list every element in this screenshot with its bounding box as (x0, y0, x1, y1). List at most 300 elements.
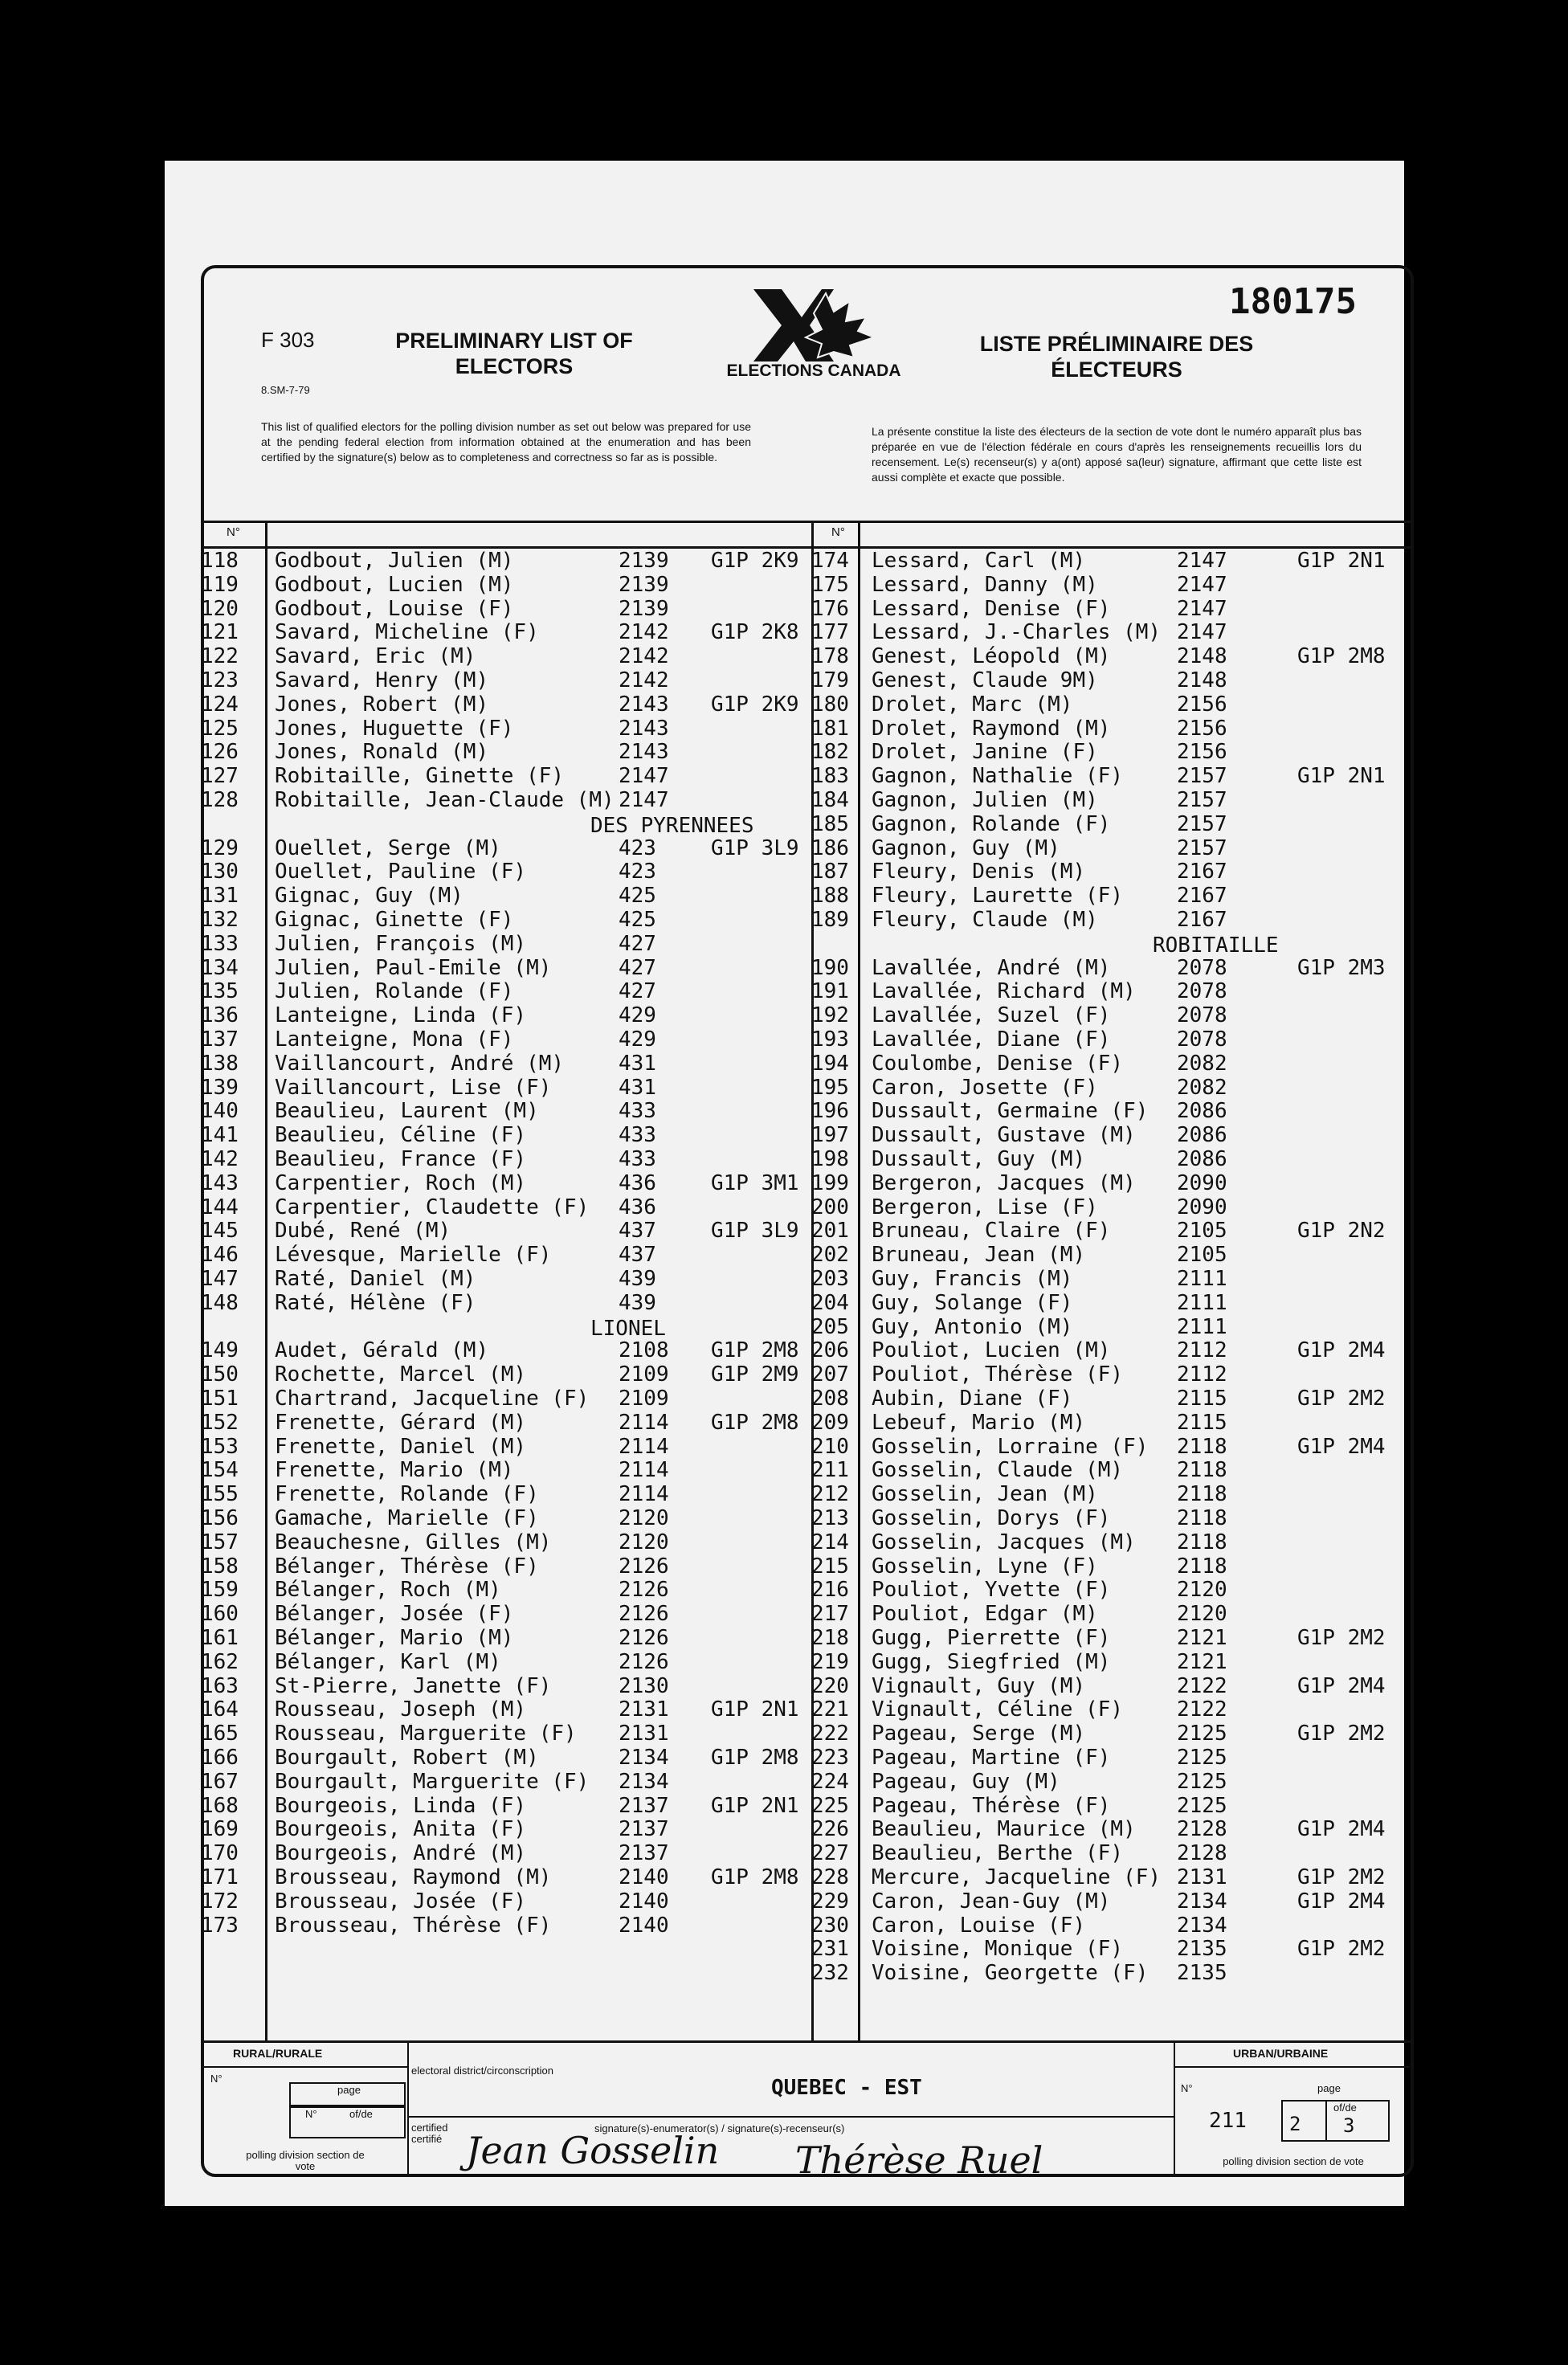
no-header-left: N° (227, 525, 240, 539)
elector-name: Bruneau, Jean (M) (872, 1243, 1086, 1268)
elector-number: 156 (201, 1506, 239, 1530)
civic-number: 2134 (619, 1746, 669, 1770)
elector-name: Lessard, J.-Charles (M) (872, 620, 1162, 645)
civic-number: 2078 (1177, 955, 1227, 980)
elector-row (201, 1794, 811, 1818)
civic-number: 2142 (619, 620, 669, 645)
elector-name: Gugg, Pierrette (F) (872, 1626, 1111, 1650)
elector-number: 160 (201, 1602, 239, 1627)
title-english: PRELIMINARY LIST OF ELECTORS (395, 329, 633, 378)
elector-row (811, 1291, 1410, 1315)
postal-code: G1P 2M4 (1297, 1673, 1386, 1698)
elector-name: Bourgault, Robert (M) (275, 1746, 539, 1770)
civic-number: 2121 (1177, 1626, 1227, 1650)
civic-number: 2131 (1177, 1865, 1227, 1889)
elector-number: 196 (811, 1099, 849, 1124)
elector-name: Vaillancourt, André (M) (275, 1051, 565, 1076)
elector-name: Bélanger, Josée (F) (275, 1602, 514, 1627)
postal-code: G1P 2M2 (1297, 1937, 1386, 1962)
elector-name: Pageau, Thérèse (F) (872, 1793, 1111, 1818)
urban-divider (1174, 2040, 1175, 2177)
elector-name: Gamache, Marielle (F) (275, 1506, 539, 1530)
elector-row (811, 908, 1410, 932)
elector-number: 187 (811, 860, 849, 884)
civic-number: 2078 (1177, 1027, 1227, 1052)
elector-number: 165 (201, 1722, 239, 1746)
civic-number: 2111 (1177, 1267, 1227, 1291)
elector-number: 226 (811, 1817, 849, 1842)
civic-number: 433 (619, 1099, 656, 1124)
elector-row (201, 908, 811, 932)
elector-number: 166 (201, 1746, 239, 1770)
elector-number: 150 (201, 1362, 239, 1387)
elector-number: 181 (811, 716, 849, 741)
elector-row (201, 1003, 811, 1027)
elector-row (201, 1530, 811, 1554)
civic-number: 2131 (619, 1722, 669, 1746)
elector-name: Beaulieu, Berthe (F) (872, 1841, 1124, 1866)
civic-number: 2147 (619, 788, 669, 812)
elector-number: 120 (201, 596, 239, 621)
elector-row (811, 668, 1410, 692)
urban-page-label: page (1317, 2082, 1341, 2094)
civic-number: 2167 (1177, 908, 1227, 932)
elector-name: Carpentier, Roch (M) (275, 1170, 527, 1195)
rural-no2-label: N° (305, 2108, 317, 2120)
civic-number: 2082 (1177, 1051, 1227, 1076)
elector-number: 215 (811, 1554, 849, 1579)
elector-number: 161 (201, 1626, 239, 1650)
elector-row (811, 1697, 1410, 1722)
elector-row (201, 1435, 811, 1459)
civic-number: 2157 (1177, 811, 1227, 836)
elector-name: Gagnon, Nathalie (F) (872, 764, 1124, 789)
elector-name: Gosselin, Claude (M) (872, 1458, 1124, 1483)
elector-row (201, 1243, 811, 1267)
civic-number: 427 (619, 979, 656, 1004)
elector-number: 180 (811, 692, 849, 717)
elector-number: 163 (201, 1673, 239, 1698)
rural-label: RURAL/RURALE (233, 2047, 323, 2060)
elector-number: 228 (811, 1865, 849, 1889)
elector-name: Gosselin, Dorys (F) (872, 1506, 1111, 1530)
postal-code: G1P 2M8 (711, 1410, 799, 1435)
elector-name: Robitaille, Jean-Claude (M) (275, 788, 615, 812)
district-value: QUEBEC - EST (771, 2076, 922, 2100)
elector-name: Brousseau, Thérèse (F) (275, 1913, 552, 1938)
civic-number: 2140 (619, 1865, 669, 1889)
civic-number: 2140 (619, 1913, 669, 1938)
elector-row (201, 573, 811, 597)
elector-number: 175 (811, 572, 849, 597)
elector-name: Guy, Antonio (M) (872, 1314, 1073, 1339)
elector-number: 193 (811, 1027, 849, 1052)
elector-name: Raté, Daniel (M) (275, 1267, 476, 1291)
elector-name: Bourgeois, Anita (F) (275, 1817, 527, 1842)
elector-number: 159 (201, 1578, 239, 1603)
elector-name: Brousseau, Josée (F) (275, 1889, 527, 1914)
elector-name: Bergeron, Jacques (M) (872, 1170, 1136, 1195)
elector-row (811, 740, 1410, 764)
postal-code: G1P 3M1 (711, 1170, 799, 1195)
elector-row (201, 620, 811, 644)
street-section-heading: LIONEL (590, 1316, 666, 1341)
elector-number: 179 (811, 668, 849, 692)
elector-row (811, 620, 1410, 644)
postal-code: G1P 2M2 (1297, 1387, 1386, 1411)
elector-name: Drolet, Marc (M) (872, 692, 1073, 717)
elector-name: Gosselin, Lyne (F) (872, 1554, 1098, 1579)
elector-row (201, 1889, 811, 1914)
elector-row (201, 597, 811, 621)
elector-row (201, 1506, 811, 1530)
civic-number: 2112 (1177, 1362, 1227, 1387)
elector-row (811, 979, 1410, 1003)
elector-name: Voisine, Georgette (F) (872, 1961, 1149, 1986)
elector-number: 190 (811, 955, 849, 980)
elector-number: 162 (201, 1649, 239, 1674)
elector-row (201, 1865, 811, 1889)
elector-name: Beaulieu, Céline (F) (275, 1123, 527, 1148)
civic-number: 2122 (1177, 1673, 1227, 1698)
elector-name: Lebeuf, Mario (M) (872, 1410, 1086, 1435)
elector-name: Gignac, Ginette (F) (275, 908, 514, 932)
elector-row (201, 884, 811, 908)
elector-row (201, 860, 811, 884)
elector-row (811, 692, 1410, 717)
elector-number: 118 (201, 549, 239, 573)
elector-row (201, 692, 811, 717)
urban-page-divider (1325, 2100, 1327, 2142)
elector-name: Lavallée, Diane (F) (872, 1027, 1111, 1052)
elector-row (201, 1770, 811, 1794)
elector-number: 146 (201, 1243, 239, 1268)
civic-number: 2135 (1177, 1961, 1227, 1986)
civic-number: 423 (619, 835, 656, 860)
elector-name: Chartrand, Jacqueline (F) (275, 1387, 590, 1411)
elector-number: 197 (811, 1123, 849, 1148)
elector-name: Savard, Eric (M) (275, 644, 476, 669)
table-bottom-rule (202, 2040, 1411, 2043)
elector-name: Frenette, Daniel (M) (275, 1434, 527, 1459)
table-top-rule (202, 521, 1411, 523)
elector-name: Savard, Micheline (F) (275, 620, 539, 645)
civic-number: 2128 (1177, 1841, 1227, 1866)
postal-code: G1P 2M8 (1297, 644, 1386, 669)
elector-name: Lévesque, Marielle (F) (275, 1243, 552, 1268)
elector-name: Godbout, Lucien (M) (275, 572, 514, 597)
no-header-right: N° (831, 525, 845, 539)
elector-name: Lessard, Carl (M) (872, 549, 1086, 573)
elector-name: Caron, Louise (F) (872, 1913, 1086, 1938)
elector-row (811, 1411, 1410, 1435)
civic-number: 2147 (619, 764, 669, 789)
civic-number: 2143 (619, 692, 669, 717)
elector-name: Beaulieu, Maurice (M) (872, 1817, 1136, 1842)
elector-number: 188 (811, 884, 849, 909)
postal-code: G1P 2N1 (711, 1793, 799, 1818)
elector-number: 182 (811, 740, 849, 765)
civic-number: 2148 (1177, 668, 1227, 692)
civic-number: 2122 (1177, 1697, 1227, 1722)
civic-number: 2131 (619, 1697, 669, 1722)
elector-number: 130 (201, 860, 239, 884)
elector-number: 178 (811, 644, 849, 669)
elector-name: Pouliot, Yvette (F) (872, 1578, 1111, 1603)
elector-row (201, 956, 811, 980)
elector-name: Rochette, Marcel (M) (275, 1362, 527, 1387)
civic-number: 2125 (1177, 1722, 1227, 1746)
elector-row (811, 1003, 1410, 1027)
elector-row (201, 1626, 811, 1650)
elector-row (201, 1027, 811, 1052)
civic-number: 2120 (619, 1530, 669, 1554)
elector-row (201, 740, 811, 764)
elector-row (201, 1099, 811, 1123)
civic-number: 2115 (1177, 1387, 1227, 1411)
elector-number: 145 (201, 1219, 239, 1244)
elector-row (811, 1435, 1410, 1459)
civic-number: 423 (619, 860, 656, 884)
elector-number: 221 (811, 1697, 849, 1722)
elector-name: Audet, Gérald (M) (275, 1338, 489, 1363)
elector-number: 194 (811, 1051, 849, 1076)
urban-polling-label: polling division section de vote (1223, 2155, 1364, 2167)
civic-number: 2118 (1177, 1434, 1227, 1459)
elector-number: 154 (201, 1458, 239, 1483)
elector-name: Bergeron, Lise (F) (872, 1195, 1098, 1219)
elector-row (201, 717, 811, 741)
logo-text: ELECTIONS CANADA (726, 361, 901, 380)
postal-code: G1P 2M3 (1297, 955, 1386, 980)
elector-row (811, 1267, 1410, 1291)
elector-name: Dubé, René (M) (275, 1219, 451, 1244)
elector-name: Lanteigne, Linda (F) (275, 1003, 527, 1028)
civic-number: 2157 (1177, 835, 1227, 860)
civic-number: 2147 (1177, 620, 1227, 645)
elector-name: Frenette, Mario (M) (275, 1458, 514, 1483)
civic-number: 2111 (1177, 1314, 1227, 1339)
elector-number: 148 (201, 1290, 239, 1315)
elector-name: Julien, Rolande (F) (275, 979, 514, 1004)
elector-row (201, 1387, 811, 1411)
elector-row (201, 1076, 811, 1100)
rural-divider (407, 2040, 409, 2177)
elector-name: Pageau, Guy (M) (872, 1769, 1060, 1794)
civic-number: 2137 (619, 1817, 669, 1842)
elector-row (201, 1914, 811, 1938)
elector-name: Bruneau, Claire (F) (872, 1219, 1111, 1244)
civic-number: 2134 (1177, 1889, 1227, 1914)
civic-number: 436 (619, 1170, 656, 1195)
postal-code: G1P 2M4 (1297, 1434, 1386, 1459)
elector-row (811, 644, 1410, 668)
elector-number: 157 (201, 1530, 239, 1554)
elector-name: Lanteigne, Mona (F) (275, 1027, 514, 1052)
elector-name: Godbout, Louise (F) (275, 596, 514, 621)
elector-row (811, 1937, 1410, 1961)
elector-row (811, 1770, 1410, 1794)
elector-number: 231 (811, 1937, 849, 1962)
elector-row (201, 1362, 811, 1387)
rural-page-label: page (337, 2084, 361, 2096)
elector-row (811, 956, 1410, 980)
postal-code: G1P 2M2 (1297, 1626, 1386, 1650)
intro-text-french: La présente constitue la liste des électeurs de la section de vote dont le numéro apparaît plus bas préparée en vue de l'élection fédérale en cours d'après les renseignements recueillis lors du recensement. Le(s) recenseur(s) y a(ont) apposé sa(leur) signature, affirmant que cette liste est aussi complète et exacte que possible. (872, 425, 1362, 484)
postal-code: G1P 2M2 (1297, 1722, 1386, 1746)
elector-name: Jones, Ronald (M) (275, 740, 489, 765)
civic-number: 2118 (1177, 1554, 1227, 1579)
district-rule (409, 2116, 1174, 2118)
elector-row (201, 1458, 811, 1482)
elector-number: 202 (811, 1243, 849, 1268)
civic-number: 2135 (1177, 1937, 1227, 1962)
elector-number: 167 (201, 1769, 239, 1794)
elector-number: 200 (811, 1195, 849, 1219)
rural-rule (202, 2066, 407, 2068)
elector-name: St-Pierre, Janette (F) (275, 1673, 552, 1698)
elector-name: Godbout, Julien (M) (275, 549, 514, 573)
elector-name: Fleury, Laurette (F) (872, 884, 1124, 909)
postal-code: G1P 2N1 (1297, 764, 1386, 789)
urban-label: URBAN/URBAINE (1233, 2047, 1329, 2060)
elector-name: Beauchesne, Gilles (M) (275, 1530, 552, 1554)
civic-number: 2130 (619, 1673, 669, 1698)
elector-number: 213 (811, 1506, 849, 1530)
elector-name: Lavallée, Suzel (F) (872, 1003, 1111, 1028)
elector-number: 206 (811, 1338, 849, 1363)
elector-row (201, 1482, 811, 1506)
elector-number: 208 (811, 1387, 849, 1411)
elector-number: 220 (811, 1673, 849, 1698)
elector-name: Julien, Paul-Emile (M) (275, 955, 552, 980)
elector-row (201, 1841, 811, 1865)
elector-name: Dussault, Guy (M) (872, 1147, 1086, 1171)
elector-row (811, 1458, 1410, 1482)
form-revision: 8.SM-7-79 (261, 384, 310, 396)
elector-number: 201 (811, 1219, 849, 1244)
elector-row (811, 1171, 1410, 1195)
civic-number: 2090 (1177, 1195, 1227, 1219)
elector-row (811, 1865, 1410, 1889)
elector-number: 141 (201, 1123, 239, 1148)
civic-number: 2126 (619, 1626, 669, 1650)
civic-number: 2118 (1177, 1506, 1227, 1530)
elector-row (811, 1362, 1410, 1387)
civic-number: 2156 (1177, 740, 1227, 765)
elector-row (201, 1697, 811, 1722)
elector-row (811, 1530, 1410, 1554)
civic-number: 2114 (619, 1434, 669, 1459)
urban-no-label: N° (1181, 2082, 1193, 2094)
elector-row (811, 1243, 1410, 1267)
elector-name: Guy, Francis (M) (872, 1267, 1073, 1291)
elections-canada-logo (726, 281, 901, 394)
civic-number: 439 (619, 1267, 656, 1291)
elector-name: Brousseau, Raymond (M) (275, 1865, 552, 1889)
elector-name: Robitaille, Ginette (F) (275, 764, 565, 789)
elector-name: Caron, Josette (F) (872, 1075, 1098, 1100)
elector-name: Lessard, Danny (M) (872, 572, 1098, 597)
civic-number: 431 (619, 1075, 656, 1100)
elector-number: 171 (201, 1865, 239, 1889)
civic-number: 2128 (1177, 1817, 1227, 1842)
elector-name: Rousseau, Marguerite (F) (275, 1722, 577, 1746)
elector-name: Gagnon, Rolande (F) (872, 811, 1111, 836)
elector-row (201, 644, 811, 668)
elector-number: 158 (201, 1554, 239, 1579)
elector-name: Vaillancourt, Lise (F) (275, 1075, 552, 1100)
elector-row (811, 1315, 1410, 1339)
elector-name: Rousseau, Joseph (M) (275, 1697, 527, 1722)
elector-row (811, 1650, 1410, 1674)
civic-number: 2125 (1177, 1769, 1227, 1794)
civic-number: 2137 (619, 1793, 669, 1818)
postal-code: G1P 3L9 (711, 835, 799, 860)
postal-code: G1P 2N1 (1297, 549, 1386, 573)
urban-of-label: of/de (1333, 2102, 1357, 2114)
elector-name: Jones, Robert (M) (275, 692, 489, 717)
elector-number: 207 (811, 1362, 849, 1387)
civic-number: 2114 (619, 1458, 669, 1483)
elector-name: Bourgeois, André (M) (275, 1841, 527, 1866)
elector-name: Drolet, Janine (F) (872, 740, 1098, 765)
elector-name: Pageau, Serge (M) (872, 1722, 1086, 1746)
elector-row (811, 1674, 1410, 1698)
elector-number: 168 (201, 1793, 239, 1818)
elector-number: 212 (811, 1482, 849, 1507)
form-code: F 303 (261, 328, 315, 352)
elector-name: Frenette, Gérard (M) (275, 1410, 527, 1435)
civic-number: 2078 (1177, 979, 1227, 1004)
elector-number: 214 (811, 1530, 849, 1554)
elector-number: 127 (201, 764, 239, 789)
civic-number: 2157 (1177, 788, 1227, 812)
enumerator-signature-2: Thérèse Ruel (795, 2138, 1043, 2182)
postal-code: G1P 2N2 (1297, 1219, 1386, 1244)
civic-number: 2078 (1177, 1003, 1227, 1028)
elector-name: Carpentier, Claudette (F) (275, 1195, 590, 1219)
elector-row (811, 1722, 1410, 1746)
elector-row (201, 764, 811, 788)
elector-name: Bélanger, Thérèse (F) (275, 1554, 539, 1579)
elector-row (201, 1147, 811, 1171)
elector-row (201, 1650, 811, 1674)
elector-name: Bourgeois, Linda (F) (275, 1793, 527, 1818)
elector-number: 174 (811, 549, 849, 573)
elector-number: 191 (811, 979, 849, 1004)
elector-row (811, 549, 1410, 573)
postal-code: G1P 2N1 (711, 1697, 799, 1722)
elector-row (811, 597, 1410, 621)
elector-row (811, 1195, 1410, 1219)
elector-name: Coulombe, Denise (F) (872, 1051, 1124, 1076)
serial-number: 180175 (1229, 281, 1357, 322)
elector-row (811, 1578, 1410, 1602)
civic-number: 2121 (1177, 1649, 1227, 1674)
page-total: 3 (1343, 2114, 1355, 2137)
district-label: electoral district/circonscription (411, 2065, 554, 2077)
elector-number: 129 (201, 835, 239, 860)
civic-number: 2140 (619, 1889, 669, 1914)
elector-name: Caron, Jean-Guy (M) (872, 1889, 1111, 1914)
elector-number: 229 (811, 1889, 849, 1914)
elector-name: Raté, Hélène (F) (275, 1290, 476, 1315)
certified-label: certified certifié (411, 2122, 448, 2145)
elector-number: 169 (201, 1817, 239, 1842)
elector-name: Beaulieu, France (F) (275, 1147, 527, 1171)
elector-number: 125 (201, 716, 239, 741)
